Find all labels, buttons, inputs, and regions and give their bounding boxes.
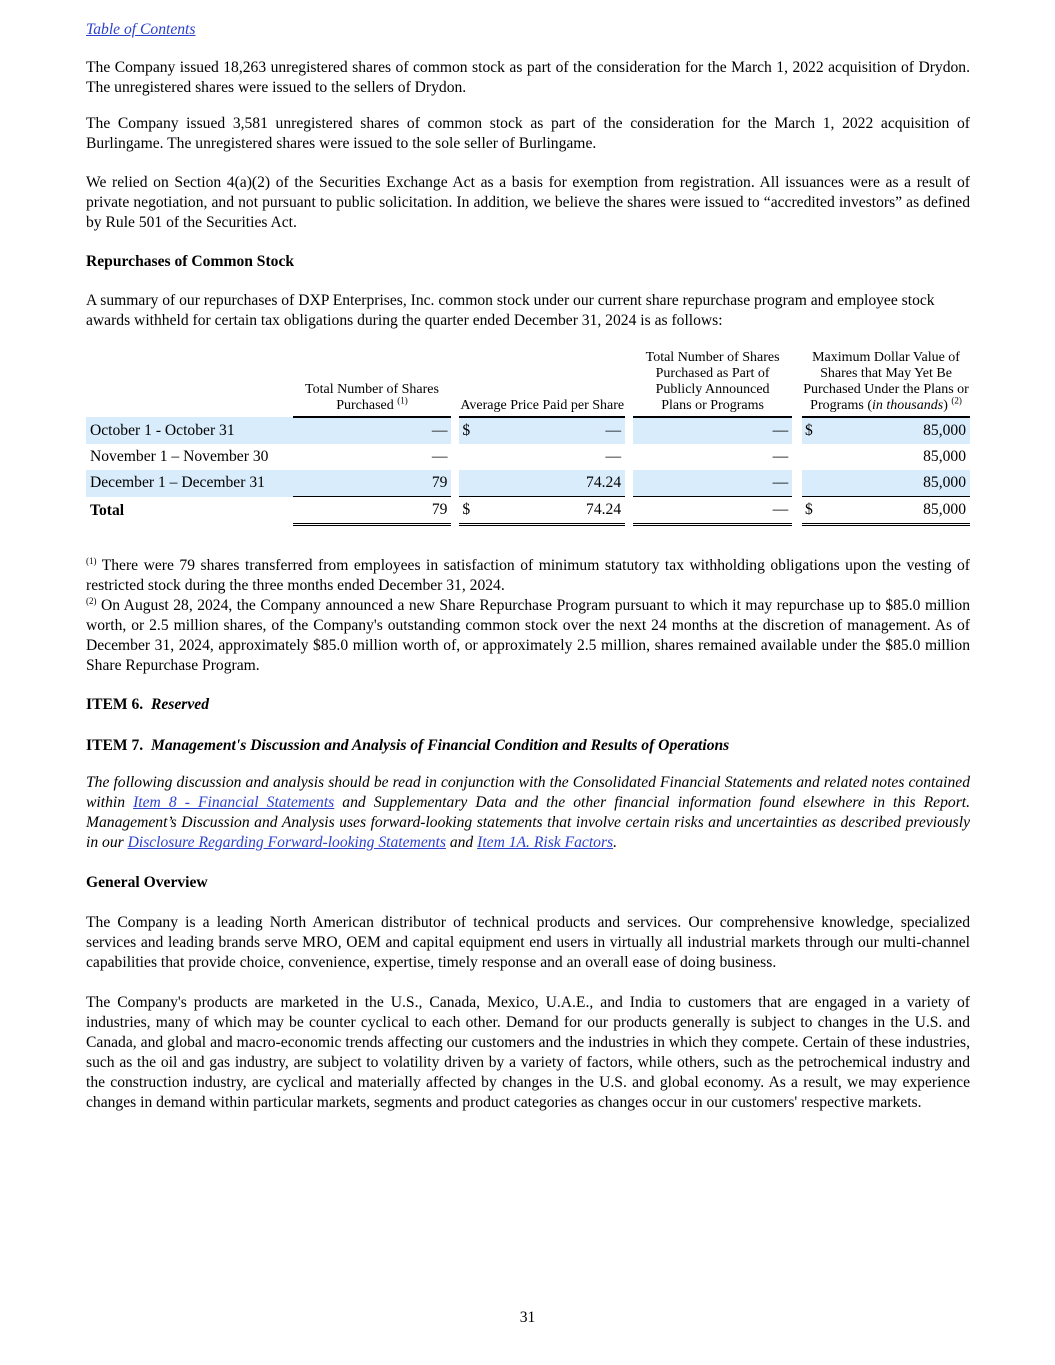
page-number: 31 [519, 1309, 536, 1326]
col-max-value-header: Maximum Dollar Value of Shares that May Yet Be Purchased Under the Plans or Programs (in thousands) $^{(2)}$ [802, 350, 970, 417]
forward-looking-statements-link[interactable]: Disclosure Regarding Forward-looking Statements [127, 834, 446, 851]
table-total-row: Total 79 $ 74.24 — $ 85,000 [86, 497, 970, 525]
general-overview-heading: General Overview [86, 874, 208, 891]
col-total-shares-header: Total Number of Shares Purchased $^{(1)}$ [293, 350, 452, 417]
footnote-2: $^{(2)}$ On August 28, 2024, the Company announced a new Share Repurchase Program pursuant to which it may repurchase up to $85.0 million worth, or 2.5 million shares, of the Company's outstanding common stock over the next 24 months at the discretion of management. As of December 31, 2024, approximately $85.0 million worth of, or approximately 2.5 million, shares remained available under the $85.0 million Share Repurchase Program. [86, 595, 970, 674]
item-8-link[interactable]: Item 8 - Financial Statements [133, 794, 335, 811]
table-of-contents-link[interactable]: Table of Contents [86, 21, 196, 38]
footnote-1: $^{(1)}$ There were 79 shares transferred from employees in satisfaction of minimum statutory tax withholding obligations upon the vesting of restricted stock during the three months ended December 31, 2024. [86, 555, 970, 594]
risk-factors-link[interactable]: Item 1A. Risk Factors [477, 834, 614, 851]
repurchases-intro: A summary of our repurchases of DXP Enterprises, Inc. common stock under our current share repurchase program and employee stock awards withheld for certain tax obligations during the quarter ended December 31, 2024 is as follows: [86, 292, 935, 329]
item-7-heading: ITEM 7. Management's Discussion and Analysis of Financial Condition and Results of Operations [86, 737, 730, 754]
table-row: December 1 – December 31 79 74.24 — 85,000 [86, 470, 970, 497]
item-7-intro: The following discussion and analysis should be read in conjunction with the Consolidated Financial Statements and related notes contained within Item 8 - Financial Statements and Supplementary Data and the other financial information found elsewhere in this Report. Management’s Discussion and Analysis uses forward-looking statements that involve certain risks and uncertainties as described previously in our Disclosure Regarding Forward-looking Statements and Item 1A. Risk Factors. [86, 774, 970, 851]
table-row: October 1 - October 31 — $ — — $ 85,000 [86, 417, 970, 444]
item-6-heading: ITEM 6. Reserved [86, 696, 210, 713]
drydon-paragraph: The Company issued 18,263 unregistered shares of common stock as part of the consideration for the March 1, 2022 acquisition of Drydon. The unregistered shares were issued to the sellers of Drydon. [86, 59, 970, 96]
repurchases-table [86, 350, 970, 526]
footnotes [86, 556, 970, 676]
repurchases-heading: Repurchases of Common Stock [86, 253, 295, 270]
document-page [86, 20, 970, 1113]
col-average-price-header: Average Price Paid per Share [459, 350, 625, 417]
table-row: November 1 – November 30 — — — 85,000 [86, 444, 970, 470]
general-overview-paragraph-2: The Company's products are marketed in the U.S., Canada, Mexico, U.A.E., and India to customers that are engaged in a variety of industries, many of which may be counter cyclical to each other. Demand for our products generally is subject to changes in the U.S. and Canada, and global and macro-economic trends affecting our customers and the industries in which they compete. Certain of these industries, such as the oil and gas industry, are subject to volatility driven by a variety of factors, while others, such as the petrochemical industry and the construction industry, are cyclical and materially affected by changes in the U.S. and global economy. As a result, we may experience changes in demand within particular markets, segments and product categories as changes occur in our customers' respective markets. [86, 994, 970, 1111]
burlingame-paragraph: The Company issued 3,581 unregistered shares of common stock as part of the consideration for the March 1, 2022 acquisition of Burlingame. The unregistered shares were issued to the sole seller of Burlingame. [86, 115, 970, 152]
col-plan-shares-header: Total Number of Shares Purchased as Part of Publicly Announced Plans or Programs [633, 350, 792, 417]
exemption-paragraph: We relied on Section 4(a)(2) of the Securities Exchange Act as a basis for exemption from registration. All issuances were as a result of private negotiation, and not pursuant to public solicitation. In addition, we believe the shares were issued to “accredited investors” as defined by Rule 501 of the Securities Act. [86, 174, 970, 231]
table-header-row [86, 350, 970, 417]
general-overview-paragraph-1: The Company is a leading North American distributor of technical products and services. Our comprehensive knowledge, specialized services and leading brands serve MRO, OEM and capital equipment end users in virtually all industrial markets through our multi-channel capabilities that provide choice, convenience, expertise, timely response and an overall ease of doing business. [86, 914, 970, 971]
